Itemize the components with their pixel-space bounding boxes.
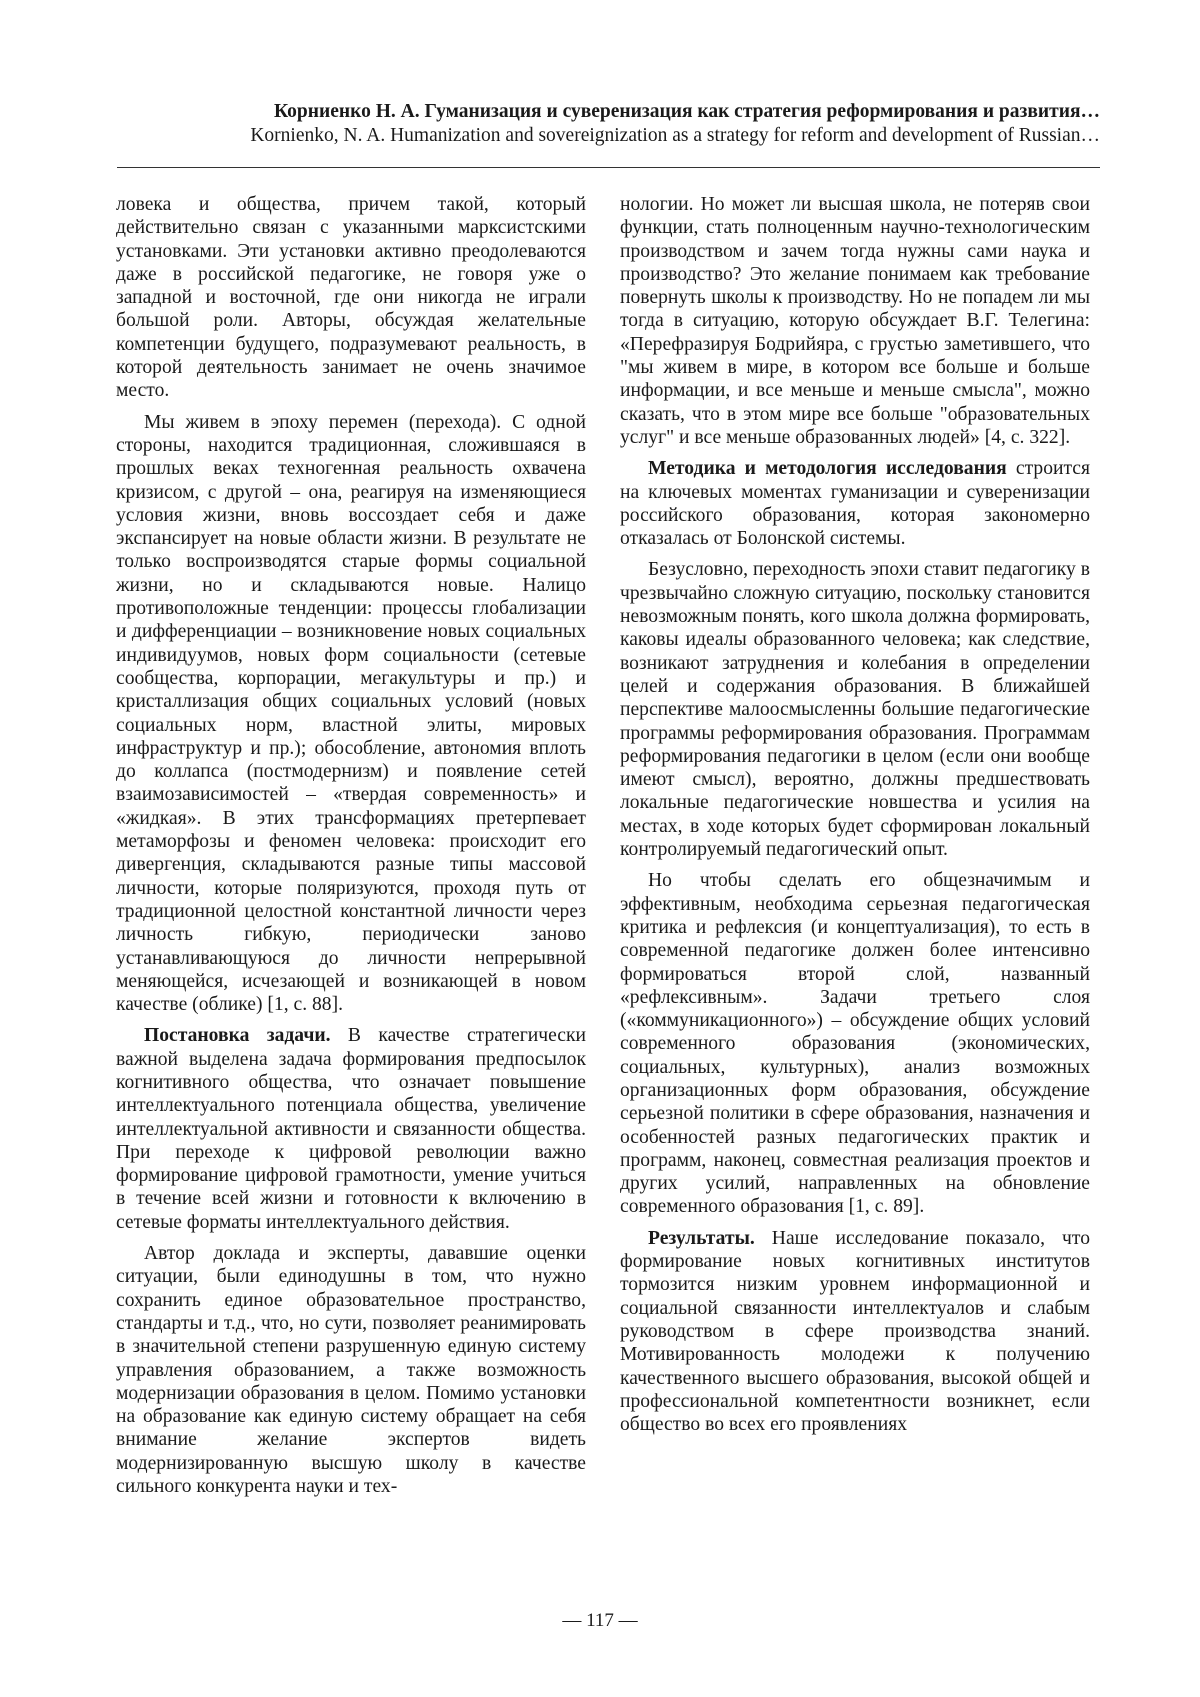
paragraph (620, 457, 1090, 550)
paragraph (620, 1227, 1090, 1437)
paragraph: Мы живем в эпоху перемен (перехода). С одной стороны, находится традиционная, сложившаяся в прошлых веках техногенная реальность охвачена кризисом, с другой – она, реагируя на изменяющиеся условия жизни, вновь воссоздает себя и даже экспансирует на новые области жизни. В результате не только воспроизводятся старые формы социальной жизни, но и складываются новые. Налицо противоположные тенденции: процессы глобализации и дифференциации – возникновение новых социальных индивидуумов, новых форм социальности (сетевые сообщества, корпорации, мегакультуры и пр.) и кристаллизация общих социальных условий (новых социальных норм, властной элиты, мировых инфраструктур и пр.); обособление, автономия вплоть до коллапса (постмодернизм) и появление сетей взаимозависимостей – «твердая современность» и «жидкая». В этих трансформациях претерпевает метаморфозы и феномен человека: происходит его дивергенция, складываются разные типы массовой личности, которые поляризуются, проходя путь от традиционной целостной константной личности через личность гибкую, периодически заново устанавливающуюся до личности непрерывной меняющейся, исчезающей и возникающей в новом качестве (облике) [1, с. 88]. (116, 411, 586, 1016)
paragraph: нологии. Но может ли высшая школа, не потеряв свои функции, стать полноценным научно-технологическим производством и зачем тогда нужны сами наука и производство? Это желание понимаем как требование повернуть школы к производству. Но не попадем ли мы тогда в ситуацию, которую обсуждает В.Г. Телегина: «Перефразируя Бодрийяра, с грустью заметившего, что "мы живем в мире, в котором все больше и больше информации, и все меньше и меньше смысла", можно сказать, что в этом мире все больше "образовательных услуг" и все меньше образованных людей» [4, с. 322]. (620, 194, 1090, 448)
section-heading: Методика и методология исследования (648, 458, 1007, 480)
running-header-title-ru: Корниенко Н. А. Гуманизация и суверенизация как стратегия реформирования и развития… (274, 101, 1100, 122)
section-heading: Результаты. (648, 1227, 755, 1249)
paragraph (116, 1024, 586, 1234)
paragraph-text: В качестве стратегически важной выделена задача формирования предпосылок когнитивного общества, что означает повышение интеллектуального потенциала общества, увеличение интеллектуальной активности и связанности общества. При переходе к цифровой революции важно формирование цифровой грамотности, умение учиться в течение всей жизни и готовности к включению в сетевые форматы интеллектуального действия. (116, 1025, 586, 1233)
left-column (116, 193, 586, 1498)
paragraph: Но чтобы сделать его общезначимым и эффективным, необходима серьезная педагогическая критика и рефлексия (и концептуализация), то есть в современной педагогике должен более интенсивно формироваться второй слой, названный «рефлексивным». Задачи третьего слоя («коммуникационного») – обсуждение общих условий современного образования (экономических, социальных, культурных), анализ возможных организационных форм образования, обсуждение серьезной политики в сфере образования, назначения и особенностей разных педагогических практик и программ, наконец, совместная реализация проектов и других усилий, направленных на обновление современного образования [1, с. 89]. (620, 870, 1090, 1218)
paragraph-text: строится на ключевых моментах гуманизации и суверенизации российского образования, которая закономерно отказалась от Болонской системы. (620, 458, 1090, 550)
paragraph: Безусловно, переходность эпохи ставит педагогику в чрезвычайно сложную ситуацию, поскольку становится невозможным понять, кого школа должна формировать, каковы идеалы образованного человека; как следствие, возникают затруднения и колебания в определении целей и содержания образования. В ближайшей перспективе малоосмысленны большие педагогические программы реформирования образования. Программам реформирования педагогики в целом (если они вообще имеют смысл), вероятно, должны предшествовать локальные педагогические новшества и усилия на местах, в ходе которых будет сформирован локальный контролируемый педагогический опыт. (620, 559, 1090, 861)
right-column (620, 193, 1090, 1436)
page-number: — 117 — (562, 1610, 638, 1631)
paragraph: Автор доклада и эксперты, дававшие оценки ситуации, были единодушны в том, что нужно сохранить единое образовательное пространство, стандарты и т.д., что, но сути, позволяет реанимировать в значительной степени разрушенную единую систему управления образованием, а также возможность модернизации образования в целом. Помимо установки на образование как единую систему обращает на себя внимание желание экспертов видеть модернизированную высшую школу в качестве сильного конкурента науки и тех- (116, 1243, 586, 1498)
paragraph-text: Наше исследование показало, что формирование новых когнитивных институтов тормозится низким уровнем информационной и социальной связанности интеллектуалов и слабым руководством в сфере производства знаний. Мотивированность молодежи к получению качественного высшего образования, высокой общей и профессиональной компетентности возникнет, если общество во всех его проявлениях (620, 1227, 1090, 1436)
running-header-title-en: Kornienko, N. A. Humanization and sovereignization as a strategy for reform and development of Russian… (250, 125, 1100, 146)
running-header (117, 100, 1100, 148)
header-divider (117, 167, 1100, 168)
paragraph: ловека и общества, причем такой, который действительно связан с указанными марксистскими установками. Эти установки активно преодолеваются даже в российской педагогике, не говоря уже о западной и восточной, где они никогда не играли большой роли. Авторы, обсуждая желательные компетенции будущего, подразумевают реальность, в которой деятельность занимает не очень значимое место. (116, 194, 586, 402)
section-heading: Постановка задачи. (144, 1025, 331, 1047)
